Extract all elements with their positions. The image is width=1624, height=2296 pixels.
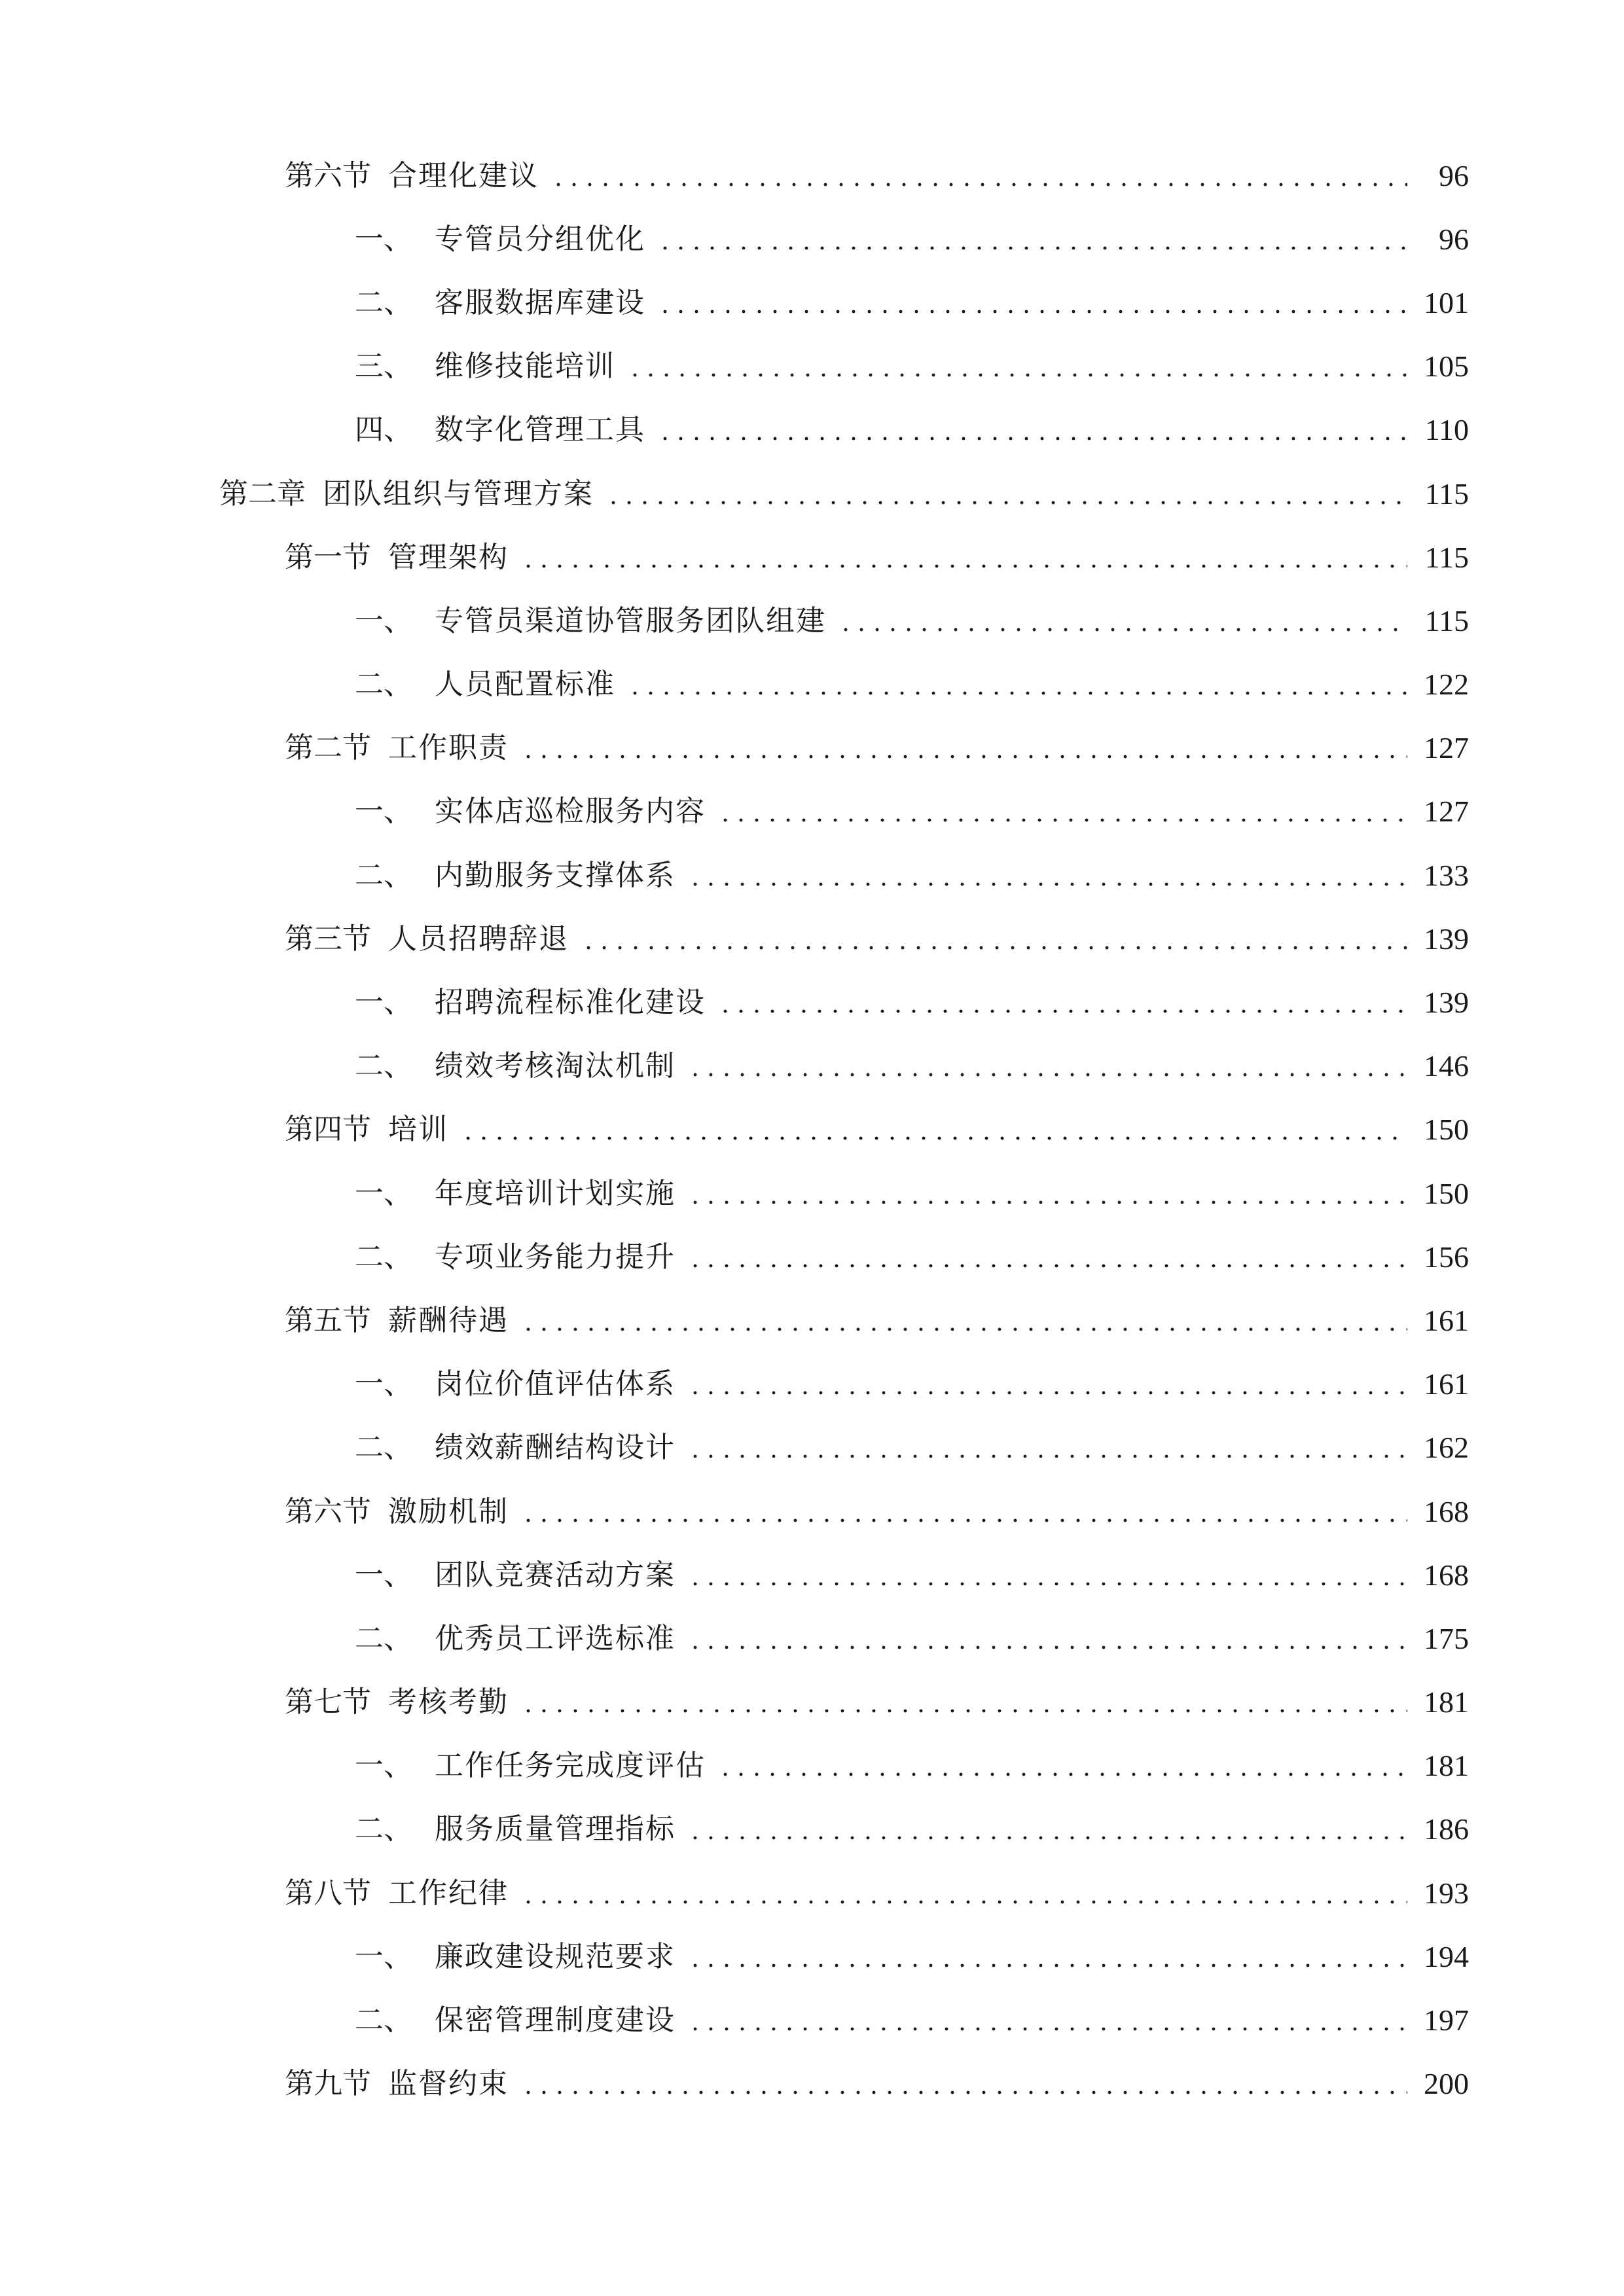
toc-dot-leader: [687, 1433, 1407, 1462]
toc-entry-number: 二、: [355, 668, 412, 702]
toc-page-number: 139: [1424, 922, 1469, 956]
toc-entry-title: 维修技能培训: [435, 350, 615, 384]
toc-dot-leader: [520, 1498, 1407, 1526]
toc-page-number: 115: [1424, 603, 1469, 637]
toc-entry-number: 一、: [355, 603, 412, 637]
toc-dot-leader: [605, 480, 1407, 509]
toc-entry[interactable]: [0, 717, 1624, 780]
toc-entry-title: 实体店巡检服务内容: [435, 795, 706, 829]
toc-entry-number: 一、: [355, 1939, 412, 1973]
toc-entry-number: 第七节: [285, 1685, 371, 1719]
toc-dot-leader: [460, 1115, 1407, 1144]
toc-entry-title: 监督约束: [388, 2067, 509, 2101]
toc-dot-leader: [687, 1243, 1407, 1272]
toc-entry[interactable]: [0, 1098, 1624, 1162]
toc-page-number: 181: [1424, 1685, 1469, 1719]
toc-page-number: 156: [1424, 1240, 1469, 1274]
toc-entry-title: 保密管理制度建设: [435, 2003, 676, 2037]
toc-entry[interactable]: [0, 780, 1624, 844]
toc-page-number: 139: [1424, 986, 1469, 1020]
toc-dot-leader: [657, 289, 1407, 317]
toc-entry[interactable]: [0, 2053, 1624, 2116]
toc-page-number: 146: [1424, 1049, 1469, 1083]
toc-page-number: 96: [1439, 222, 1469, 256]
toc-dot-leader: [687, 1624, 1407, 1653]
toc-dot-leader: [717, 988, 1407, 1017]
toc-entry-title: 工作纪律: [388, 1876, 509, 1910]
toc-entry-number: 一、: [355, 986, 412, 1020]
toc-dot-leader: [520, 1306, 1407, 1335]
toc-entry-title: 廉政建设规范要求: [435, 1939, 676, 1973]
toc-entry-number: 一、: [355, 222, 412, 256]
toc-dot-leader: [657, 416, 1407, 444]
toc-entry-number: 四、: [355, 413, 412, 447]
toc-entry-number: 二、: [355, 1812, 412, 1846]
toc-page-number: 127: [1424, 731, 1469, 765]
toc-entry[interactable]: [0, 207, 1624, 271]
toc-entry[interactable]: [0, 1162, 1624, 1225]
toc-entry-number: 二、: [355, 858, 412, 892]
toc-entry-number: 二、: [355, 1240, 412, 1274]
toc-entry-title: 管理架构: [388, 540, 509, 574]
toc-entry-title: 数字化管理工具: [435, 413, 645, 447]
toc-entry-number: 第五节: [285, 1303, 371, 1337]
toc-entry-title: 内勤服务支撑体系: [435, 858, 676, 892]
toc-dot-leader: [717, 1751, 1407, 1780]
toc-entry-number: 二、: [355, 1049, 412, 1083]
toc-page-number: 175: [1424, 1621, 1469, 1655]
toc-page-number: 133: [1424, 858, 1469, 892]
toc-page-number: 197: [1424, 2003, 1469, 2037]
toc-dot-leader: [687, 1561, 1407, 1590]
toc-entry[interactable]: [0, 1925, 1624, 1988]
toc-entry-title: 激励机制: [388, 1494, 509, 1528]
toc-entry-title: 专管员渠道协管服务团队组建: [435, 603, 826, 637]
toc-entry[interactable]: [0, 1353, 1624, 1416]
toc-page-number: 200: [1424, 2067, 1469, 2101]
toc-page-number: 161: [1424, 1367, 1469, 1401]
toc-entry-title: 服务质量管理指标: [435, 1812, 676, 1846]
toc-entry[interactable]: [0, 1671, 1624, 1734]
toc-entry-title: 培训: [388, 1113, 448, 1147]
toc-entry-number: 一、: [355, 1367, 412, 1401]
toc-entry-number: 第二章: [219, 476, 306, 511]
toc-page-number: 186: [1424, 1812, 1469, 1846]
toc-entry[interactable]: [0, 144, 1624, 207]
toc-page-number: 162: [1424, 1431, 1469, 1465]
toc-page-number: 168: [1424, 1494, 1469, 1528]
toc-entry[interactable]: [0, 653, 1624, 717]
toc-page-number: 150: [1424, 1176, 1469, 1210]
toc-entry[interactable]: [0, 1988, 1624, 2052]
toc-dot-leader: [687, 1052, 1407, 1081]
toc-entry[interactable]: [0, 1861, 1624, 1925]
toc-dot-leader: [627, 670, 1407, 699]
toc-dot-leader: [520, 1879, 1407, 1908]
toc-entry[interactable]: [0, 1480, 1624, 1543]
toc-entry-number: 二、: [355, 2003, 412, 2037]
toc-entry-number: 二、: [355, 285, 412, 319]
toc-entry-number: 一、: [355, 1749, 412, 1783]
toc-entry[interactable]: [0, 335, 1624, 399]
toc-entry-number: 二、: [355, 1431, 412, 1465]
toc-entry-number: 第一节: [285, 540, 371, 574]
toc-entry-title: 绩效薪酬结构设计: [435, 1431, 676, 1465]
toc-entry-number: 二、: [355, 1621, 412, 1655]
toc-dot-leader: [627, 352, 1407, 381]
toc-dot-leader: [581, 925, 1407, 954]
toc-page-number: 127: [1424, 795, 1469, 829]
toc-entry-title: 薪酬待遇: [388, 1303, 509, 1337]
toc-page-number: 168: [1424, 1558, 1469, 1592]
toc-dot-leader: [520, 1688, 1407, 1717]
toc-entry-number: 一、: [355, 795, 412, 829]
toc-dot-leader: [687, 861, 1407, 890]
toc-entry[interactable]: [0, 1416, 1624, 1480]
toc-entry-title: 人员招聘辞退: [388, 922, 569, 956]
toc-entry-title: 工作职责: [388, 731, 509, 765]
toc-dot-leader: [687, 1370, 1407, 1399]
toc-entry-title: 专项业务能力提升: [435, 1240, 676, 1274]
toc-entry[interactable]: [0, 1798, 1624, 1861]
toc-page-number: 150: [1424, 1113, 1469, 1147]
toc-dot-leader: [687, 1815, 1407, 1844]
toc-entry-title: 团队组织与管理方案: [323, 476, 594, 511]
toc-entry-title: 优秀员工评选标准: [435, 1621, 676, 1655]
toc-dot-leader: [687, 1179, 1407, 1208]
toc-page-number: 96: [1439, 158, 1469, 192]
toc-entry-title: 专管员分组优化: [435, 222, 645, 256]
toc-entry-title: 团队竞赛活动方案: [435, 1558, 676, 1592]
toc-entry[interactable]: [0, 526, 1624, 589]
toc-entry-number: 三、: [355, 350, 412, 384]
toc-page-number: 110: [1424, 413, 1469, 447]
toc-entry-number: 第四节: [285, 1113, 371, 1147]
toc-dot-leader: [520, 2070, 1407, 2098]
toc-entry[interactable]: [0, 844, 1624, 907]
toc-page-number: 101: [1424, 285, 1469, 319]
toc-dot-leader: [657, 225, 1407, 254]
toc-entry-number: 一、: [355, 1176, 412, 1210]
toc-entry[interactable]: [0, 1734, 1624, 1798]
toc-entry[interactable]: [0, 1035, 1624, 1098]
toc-entry[interactable]: [0, 271, 1624, 334]
toc-entry[interactable]: [0, 1607, 1624, 1670]
toc-page-number: 115: [1424, 540, 1469, 574]
toc-page-number: 181: [1424, 1749, 1469, 1783]
toc-entry[interactable]: [0, 1543, 1624, 1607]
toc-page-number: 194: [1424, 1939, 1469, 1973]
toc-entry-number: 第六节: [285, 158, 371, 192]
toc-entry-title: 工作任务完成度评估: [435, 1749, 706, 1783]
toc-entry[interactable]: [0, 907, 1624, 971]
table-of-contents: [0, 144, 1624, 2116]
toc-dot-leader: [520, 543, 1407, 572]
toc-entry[interactable]: [0, 971, 1624, 1034]
toc-dot-leader: [550, 162, 1407, 190]
toc-entry[interactable]: [0, 589, 1624, 653]
toc-entry-number: 第九节: [285, 2067, 371, 2101]
toc-entry[interactable]: [0, 1289, 1624, 1352]
toc-entry-title: 年度培训计划实施: [435, 1176, 676, 1210]
toc-entry-title: 考核考勤: [388, 1685, 509, 1719]
toc-dot-leader: [687, 2006, 1407, 2035]
toc-entry-title: 客服数据库建设: [435, 285, 645, 319]
toc-page-number: 115: [1424, 476, 1469, 511]
toc-entry-number: 第六节: [285, 1494, 371, 1528]
toc-entry-title: 合理化建议: [388, 158, 539, 192]
toc-dot-leader: [717, 797, 1407, 826]
toc-dot-leader: [687, 1943, 1407, 1971]
toc-page-number: 105: [1424, 350, 1469, 384]
toc-entry[interactable]: [0, 462, 1624, 526]
toc-entry[interactable]: [0, 399, 1624, 462]
toc-entry-number: 第八节: [285, 1876, 371, 1910]
toc-entry-title: 岗位价值评估体系: [435, 1367, 676, 1401]
toc-page-number: 161: [1424, 1303, 1469, 1337]
toc-entry-title: 绩效考核淘汰机制: [435, 1049, 676, 1083]
toc-entry[interactable]: [0, 1225, 1624, 1289]
toc-dot-leader: [520, 734, 1407, 762]
toc-page-number: 193: [1424, 1876, 1469, 1910]
toc-dot-leader: [838, 607, 1407, 636]
toc-entry-title: 人员配置标准: [435, 668, 615, 702]
toc-entry-number: 一、: [355, 1558, 412, 1592]
toc-entry-number: 第二节: [285, 731, 371, 765]
toc-page-number: 122: [1424, 668, 1469, 702]
toc-entry-number: 第三节: [285, 922, 371, 956]
toc-entry-title: 招聘流程标准化建设: [435, 986, 706, 1020]
